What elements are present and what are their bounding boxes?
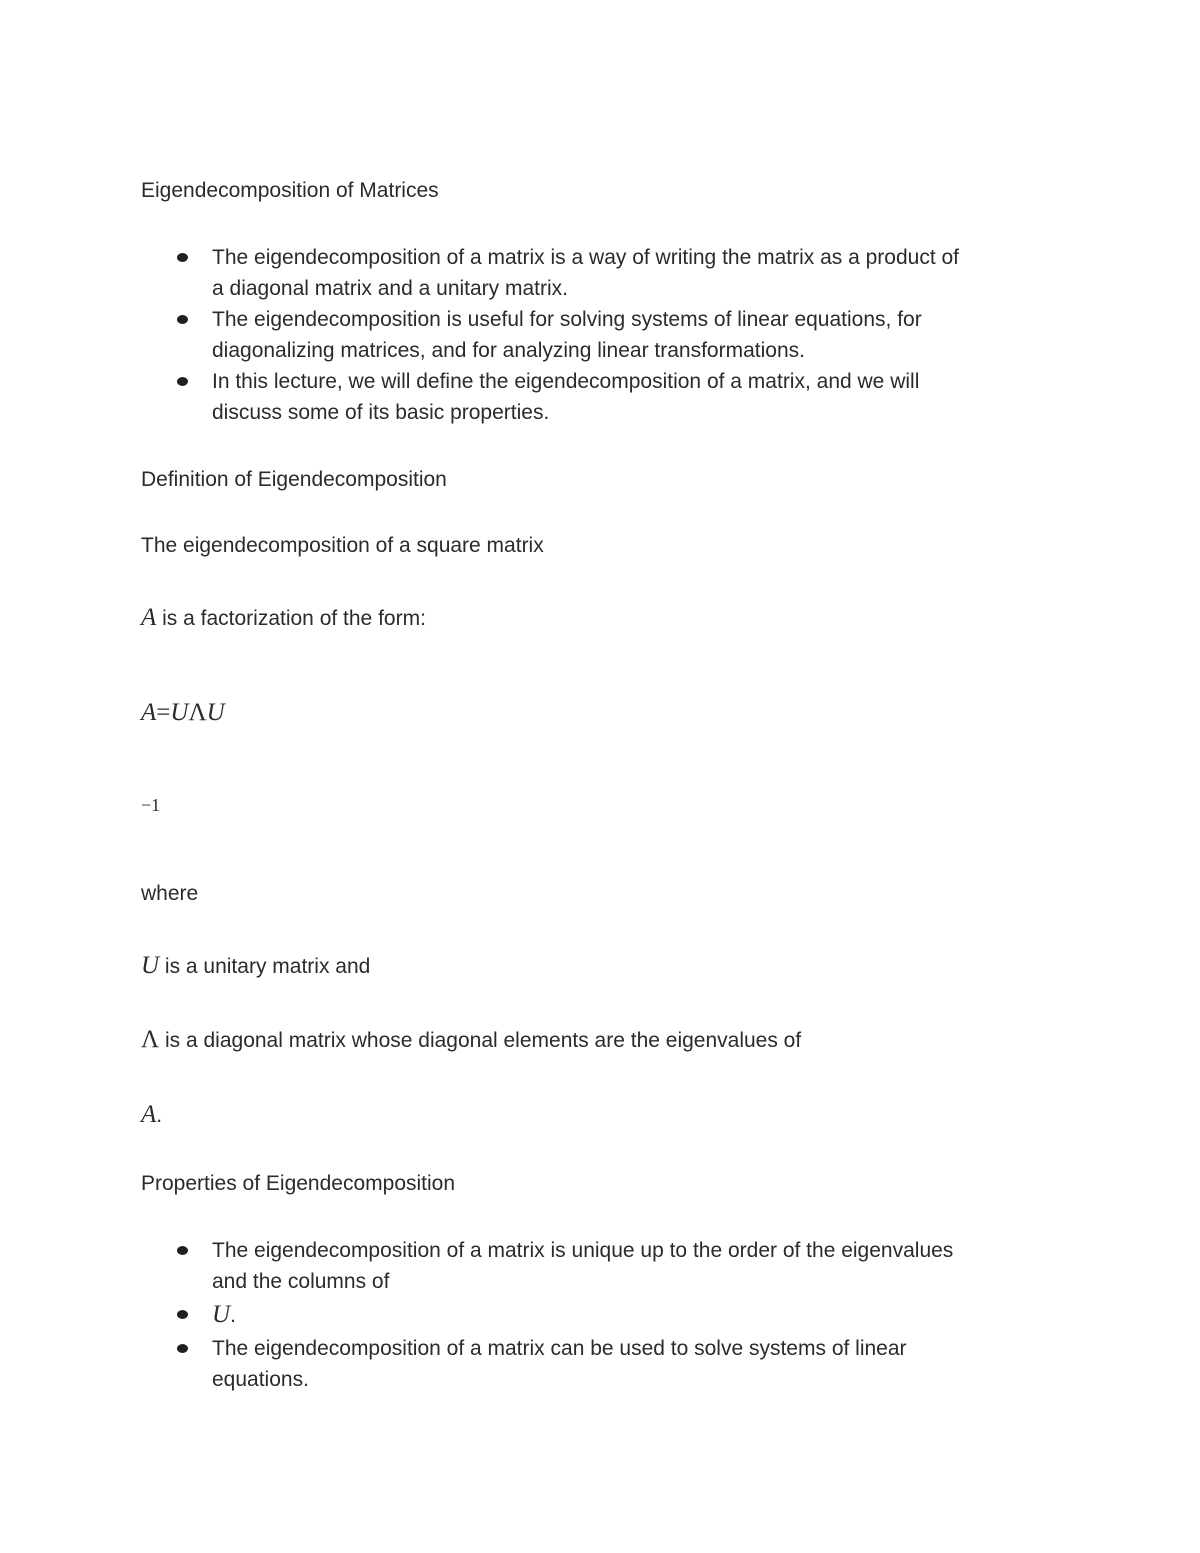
list-item: The eigendecomposition of a matrix is a way of writing the matrix as a product of a diagonal matrix and a unitary matrix. — [176, 242, 1076, 304]
factorization-line: A is a factorization of the form: — [141, 604, 426, 631]
bullet-icon — [177, 377, 188, 386]
bullet-icon — [177, 1246, 188, 1255]
list-item: In this lecture, we will define the eigendecomposition of a matrix, and we will discuss some of its basic properties. — [176, 366, 1076, 428]
list-item: The eigendecomposition of a matrix is unique up to the order of the eigenvalues and the columns of — [176, 1235, 1076, 1297]
bullet-icon — [177, 1344, 188, 1353]
bullet-icon — [177, 253, 188, 262]
equation-exponent: −1 — [141, 795, 161, 815]
math-symbol-a: A — [141, 1101, 157, 1128]
lambda-line: Λ is a diagonal matrix whose diagonal elements are the eigenvalues of — [141, 1026, 802, 1053]
a-line: A. — [141, 1101, 163, 1128]
properties-heading: Properties of Eigendecomposition — [141, 1172, 456, 1195]
document-title: Eigendecomposition of Matrices — [141, 179, 439, 202]
math-symbol-a: A — [141, 604, 157, 631]
math-symbol-u: U — [212, 1301, 231, 1328]
definition-text: The eigendecomposition of a square matrix — [141, 534, 544, 557]
intro-bullet-list — [176, 242, 1076, 428]
math-symbol-u: U — [141, 952, 160, 979]
unitary-line: U is a unitary matrix and — [141, 952, 371, 979]
list-item: The eigendecomposition is useful for solving systems of linear equations, for diagonalizing matrices, and for analyzing linear transformations. — [176, 304, 1076, 366]
list-item: U. — [176, 1297, 1076, 1333]
where-text: where — [141, 882, 199, 905]
list-item: The eigendecomposition of a matrix can be used to solve systems of linear equations. — [176, 1333, 1076, 1395]
definition-heading: Definition of Eigendecomposition — [141, 468, 447, 491]
properties-bullet-list — [176, 1235, 1076, 1395]
math-symbol-lambda: Λ — [141, 1026, 160, 1053]
equation: A=UΛU — [141, 699, 225, 726]
bullet-icon — [177, 315, 188, 324]
bullet-icon — [177, 1310, 188, 1319]
